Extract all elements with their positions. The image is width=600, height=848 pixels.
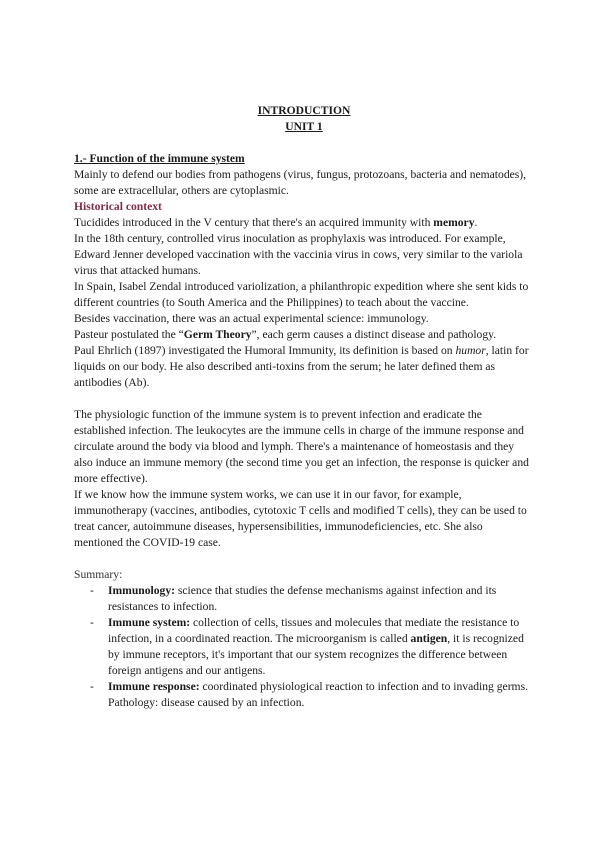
paragraph-tucidides: Tucidides introduced in the V century that there's an acquired immunity with memory. (74, 216, 478, 229)
document-title: INTRODUCTION (257, 104, 351, 117)
paragraph-physiologic-function: The physiologic function of the immune system is to prevent infection and eradicate the established infection. The leukocytes are the immune cells in charge of the immune response and circulate around the body via blood and lymph. There's a maintenance of homeostasis and they also induce an immune memory (the second time you get an infection, the response is quicker and more effective). (74, 408, 529, 485)
paragraph-immunotherapy: If we know how the immune system works, we can use it in our favor, for example, immunotherapy (vaccines, antibodies, cytotoxic T cells and modified T cells), they can be used to treat cancer, autoimmune diseases, hypersensibilities, immunodeficiencies, etc. She also mentioned the COVID-19 case. (74, 488, 527, 549)
spacer (74, 135, 534, 151)
paragraph-pasteur: Pasteur postulated the “Germ Theory”, each germ causes a distinct disease and pathology. (74, 328, 497, 341)
list-item: - Immune system: collection of cells, tissues and molecules that mediate the resistance to infection, in a coordinated reaction. The microorganism is called antigen, it is recognized by immune receptors, it's important that our system recognizes the difference between foreign antigens and our antigens. (90, 616, 524, 677)
summary-term: Immunology: (108, 584, 175, 597)
humor-term: humor (455, 344, 486, 357)
list-bullet: - (90, 680, 94, 693)
section-heading: 1.- Function of the immune system (74, 152, 245, 165)
summary-term: Immune system: (108, 616, 191, 629)
spacer (74, 391, 534, 407)
section-intro: Mainly to defend our bodies from pathogens (virus, fungus, protozoans, bacteria and nematodes), some are extracellular, others are cytoplasmic. (74, 168, 527, 197)
germ-theory-term: Germ Theory (183, 328, 252, 341)
list-bullet: - (90, 616, 94, 629)
paragraph-zendal: In Spain, Isabel Zendal introduced variolization, a philanthropic expedition where she sent kids to different countries (to South America and the Philippines) to teach about the vaccine. (74, 280, 529, 309)
document-body (74, 103, 534, 711)
list-bullet: - (90, 584, 94, 597)
memory-term: memory (433, 216, 475, 229)
summary-list (74, 583, 534, 711)
summary-term: Immune response: (108, 680, 200, 693)
paragraph-immunology: Besides vaccination, there was an actual experimental science: immunology. (74, 312, 429, 325)
paragraph-ehrlich: Paul Ehrlich (1897) investigated the Humoral Immunity, its definition is based on humor, latin for liquids on our body. He also described anti-toxins from the serum; he later defined them as antibodies (Ab). (74, 344, 529, 389)
summary-label: Summary: (74, 568, 123, 581)
unit-title: UNIT 1 (285, 120, 323, 133)
list-item: - Immunology: science that studies the defense mechanisms against infection and its resistances to infection. (90, 584, 497, 613)
antigen-term: antigen (410, 632, 448, 645)
paragraph-jenner: In the 18th century, controlled virus inoculation as prophylaxis was introduced. For example, Edward Jenner developed vaccination with the vaccinia virus in cows, very similar to the variola virus that attacked humans. (74, 232, 523, 277)
list-item: - Immune response: coordinated physiological reaction to infection and to invading germs. Pathology: disease caused by an infection. (90, 680, 528, 709)
spacer (74, 551, 534, 567)
historical-context-heading: Historical context (74, 200, 162, 213)
